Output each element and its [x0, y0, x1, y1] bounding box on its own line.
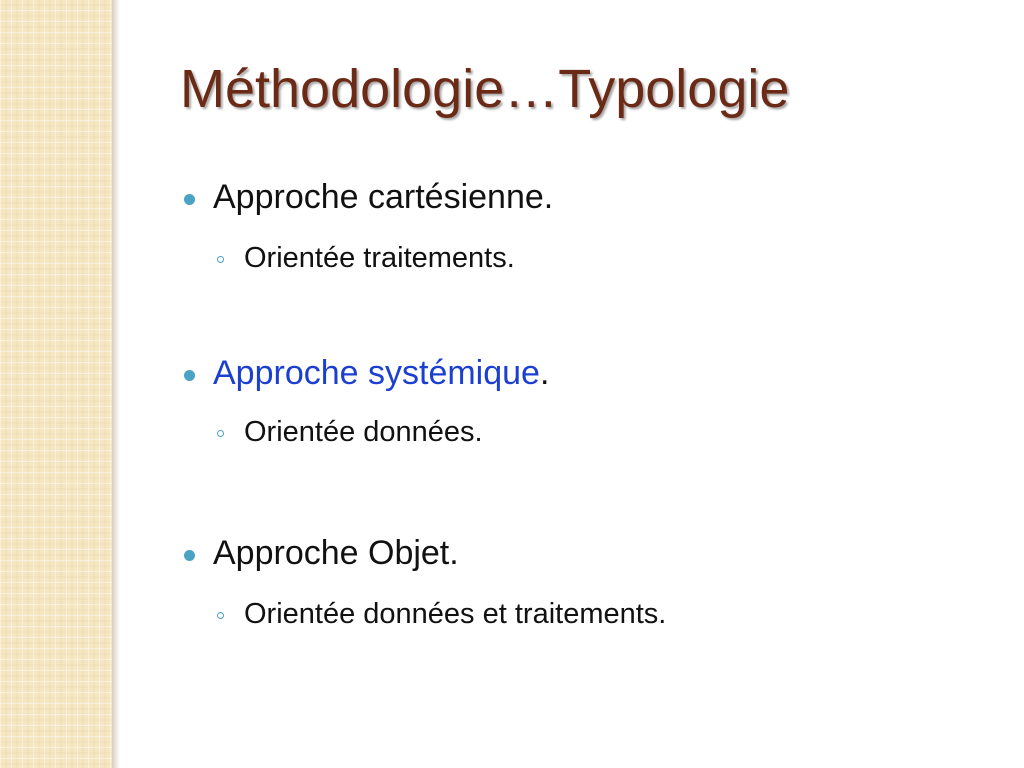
sub-bullet-icon [217, 256, 224, 263]
sub-bullet-icon [217, 430, 224, 437]
side-band-shadow [112, 0, 120, 768]
decorative-side-band [0, 0, 112, 768]
bullet-point-suffix: . [539, 354, 550, 392]
sub-point-donnees-traitements: Orientée données et traitements. [244, 598, 667, 630]
systemique-link[interactable]: Approche systémique [213, 354, 540, 392]
bullet-point-systemique [213, 354, 549, 393]
bullet-icon [184, 370, 195, 381]
sub-bullet-icon [217, 612, 224, 619]
bullet-icon [184, 194, 195, 205]
bullet-point-objet: Approche Objet. [213, 534, 459, 572]
sub-point-donnees: Orientée données. [244, 416, 483, 448]
sub-point-traitements: Orientée traitements. [244, 242, 515, 274]
slide-title: Méthodologie…Typologie [180, 59, 790, 119]
bullet-icon [184, 550, 195, 561]
bullet-point-cartesienne: Approche cartésienne. [213, 178, 554, 216]
